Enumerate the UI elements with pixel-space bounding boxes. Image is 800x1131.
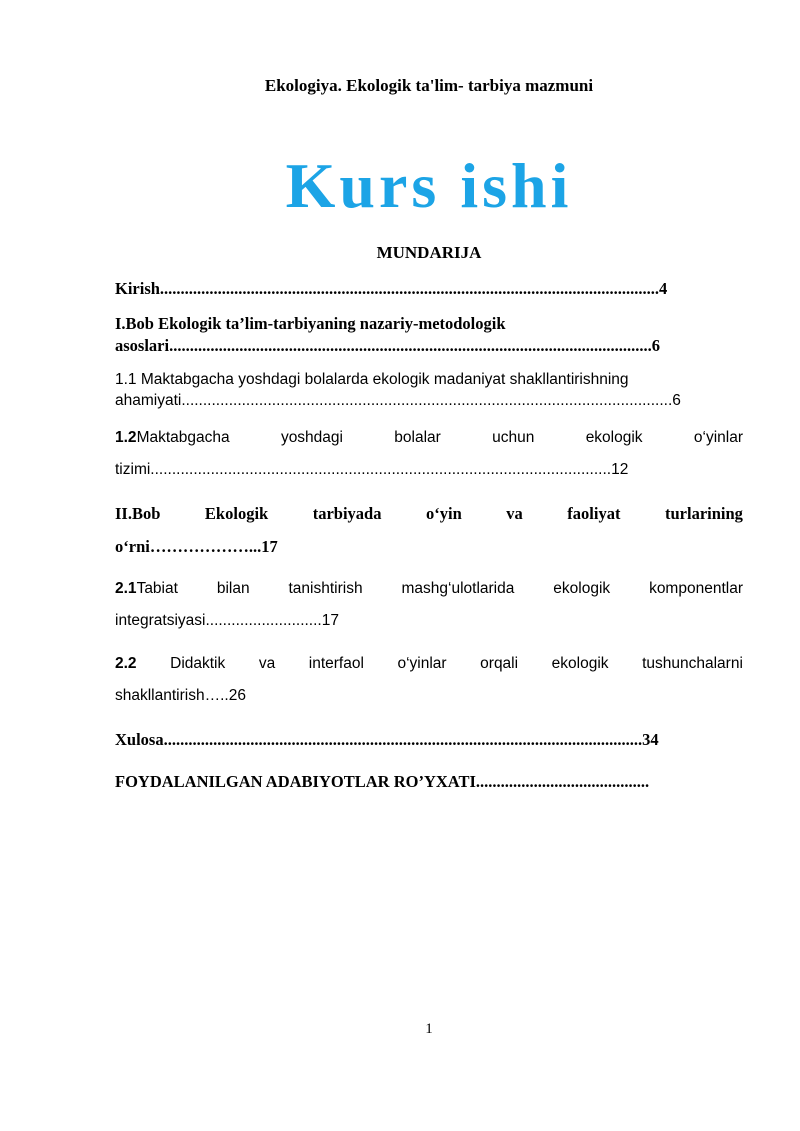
toc-word: II.Bob — [115, 504, 161, 523]
section-number: 2.1 — [115, 580, 137, 597]
kurs-ishi-title: Kurs ishi — [285, 150, 573, 221]
toc-entry-section-2-2 — [115, 653, 743, 706]
toc-entry-bob-2 — [115, 503, 743, 558]
toc-word: tushunchalarni — [642, 655, 743, 672]
section-number: 2.2 — [115, 655, 137, 672]
toc-word: turlarining — [664, 504, 743, 523]
toc-word: Tabiat — [136, 580, 178, 597]
toc-word: tanishtirish — [288, 580, 363, 597]
toc-entry-section-2-2-line-1 — [115, 653, 743, 674]
toc-heading: MUNDARIJA — [376, 243, 482, 262]
toc-entry-section-2-1-line-1 — [115, 578, 743, 599]
toc-entry-bob-2-line-1 — [115, 503, 743, 525]
toc-word: tarbiyada — [312, 504, 382, 523]
document-top-title: Ekologiya. Ekologik ta'lim- tarbiya mazmuni — [264, 76, 594, 95]
toc-entry-section-1-1-line-1: 1.1 Maktabgacha yoshdagi bolalarda ekologik madaniyat shakllantirishning — [115, 371, 629, 388]
toc-word: ekologik — [551, 655, 609, 672]
toc-word: va — [258, 655, 276, 672]
toc-word: o‘yinlar — [397, 655, 447, 672]
toc-word: yoshdagi — [280, 429, 343, 446]
toc-word: orqali — [480, 655, 519, 672]
toc-word: faoliyat — [567, 504, 621, 523]
section-number: 1.2 — [115, 429, 137, 446]
toc-entry-adabiyotlar: FOYDALANILGAN ADABIYOTLAR RO’YXATI.......................................... — [115, 772, 650, 791]
toc-word: bilan — [216, 580, 250, 597]
toc-word: bolalar — [394, 429, 441, 446]
toc-entry-bob-2-line-2: o‘rni………………...17 — [115, 537, 278, 556]
toc-word: komponentlar — [649, 580, 743, 597]
toc-entry-section-1-2 — [115, 427, 743, 480]
toc-entry-section-2-1 — [115, 578, 743, 631]
toc-entry-bob-1 — [115, 313, 743, 357]
toc-word: Maktabgacha — [136, 429, 230, 446]
toc-word: ekologik — [585, 429, 643, 446]
toc-entry-section-1-1 — [115, 369, 743, 411]
toc-entry-section-1-2-line-1 — [115, 427, 743, 448]
page-number: 1 — [425, 1021, 433, 1037]
toc-word: o‘yin — [426, 504, 462, 523]
toc-word: mashg‘ulotlarida — [401, 580, 515, 597]
toc-word: interfaol — [308, 655, 364, 672]
toc-entry-bob-1-line-1: I.Bob Ekologik ta’lim-tarbiyaning nazariy-metodologik — [115, 314, 506, 333]
toc-word: Didaktik — [170, 655, 226, 672]
toc-entry-bob-1-line-2: asoslari.....................................................................................................................6 — [115, 336, 660, 355]
toc-entry-section-1-1-line-2: ahamiyati..................................................................................................................6 — [115, 392, 681, 409]
toc-entry-section-2-1-line-2: integratsiyasi...........................17 — [115, 612, 339, 629]
toc-word — [115, 427, 230, 448]
toc-word — [115, 578, 178, 599]
toc-word: o‘yinlar — [693, 429, 743, 446]
toc-word: uchun — [492, 429, 535, 446]
toc-word: va — [506, 504, 523, 523]
toc-entry-section-2-2-line-2: shakllantirish…..26 — [115, 687, 246, 704]
toc-word: ekologik — [553, 580, 611, 597]
toc-entry-kirish: Kirish.........................................................................................................................4 — [115, 279, 668, 298]
toc-entry-section-1-2-line-2: tizimi...........................................................................................................12 — [115, 461, 629, 478]
toc-word: Ekologik — [204, 504, 269, 523]
toc-entry-xulosa: Xulosa....................................................................................................................34 — [115, 730, 659, 749]
